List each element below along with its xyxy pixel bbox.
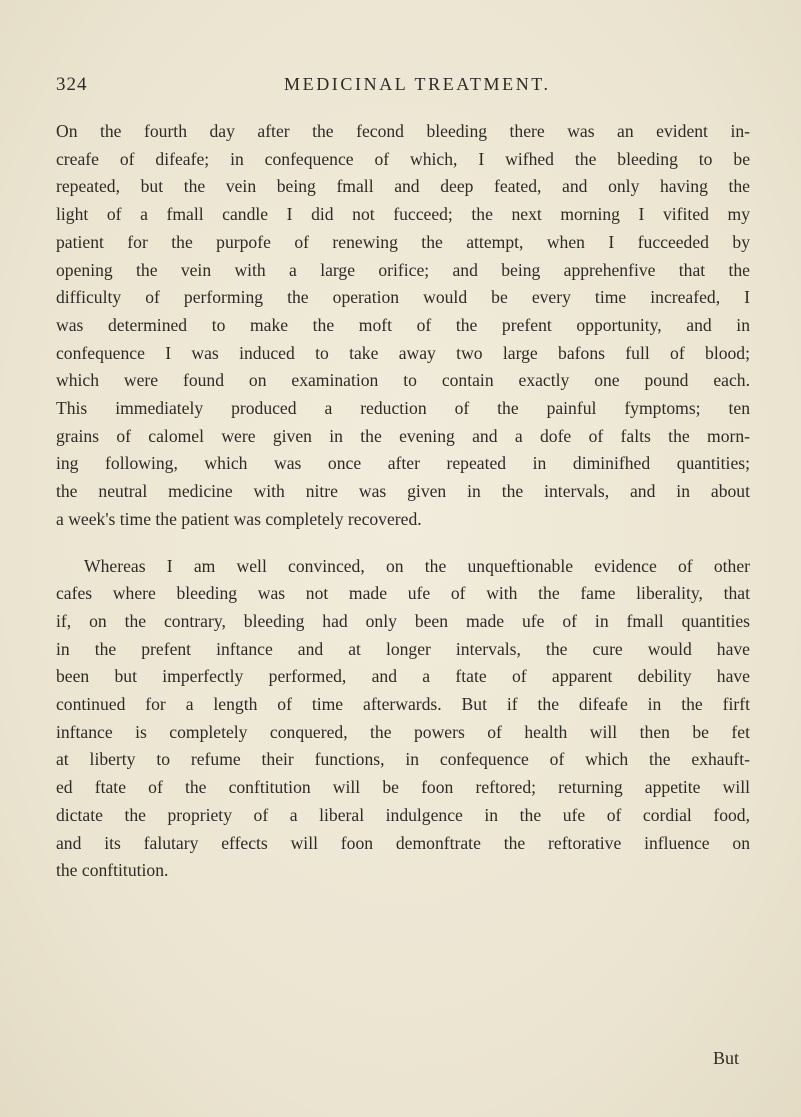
text-line: the neutral medicine with nitre was given in the intervals, and in about (56, 481, 750, 502)
text-line: which were found on examination to contain exactly one pound each. (56, 370, 750, 391)
text-line: patient for the purpofe of renewing the attempt, when I fucceeded by (56, 231, 750, 252)
text-line: grains of calomel were given in the evening and a dofe of falts the morn- (56, 425, 750, 446)
paragraph-2 (56, 553, 750, 885)
text-line: repeated, but the vein being fmall and deep feated, and only having the (56, 176, 750, 197)
text-line: in the prefent inftance and at longer intervals, the cure would have (56, 638, 750, 659)
text-line: opening the vein with a large orifice; and being apprehenfive that the (56, 259, 750, 280)
running-title: MEDICINAL TREATMENT. (284, 74, 551, 94)
text-line: inftance is completely conquered, the powers of health will then be fet (56, 721, 750, 742)
text-line: Whereas I am well convinced, on the unqueftionable evidence of other (84, 555, 750, 576)
text-line: and its falutary effects will foon demonftrate the reftorative influence on (56, 832, 750, 853)
text-line: at liberty to refume their functions, in confequence of which the exhauft- (56, 749, 750, 770)
text-line: cafes where bleeding was not made ufe of with the fame liberality, that (56, 583, 750, 604)
text-line: light of a fmall candle I did not fucceed; the next morning I vifited my (56, 204, 750, 225)
text-line: a week's time the patient was completely recovered. (56, 508, 422, 529)
page-number: 324 (56, 74, 88, 95)
text-line: continued for a length of time afterwards. But if the difeafe in the firft (56, 694, 750, 715)
text-line: creafe of difeafe; in confequence of which, I wifhed the bleeding to be (56, 148, 750, 169)
body-text (56, 118, 750, 885)
running-head (56, 70, 756, 106)
text-line: was determined to make the moft of the prefent opportunity, and in (56, 314, 750, 335)
text-line: On the fourth day after the fecond bleeding there was an evident in- (56, 121, 750, 141)
text-line: ed ftate of the conftitution will be foon reftored; returning appetite will (56, 777, 750, 798)
text-line: the conftitution. (56, 860, 169, 881)
text-line: confequence I was induced to take away two large bafons full of blood; (56, 342, 750, 363)
text-line: This immediately produced a reduction of the painful fymptoms; ten (56, 398, 750, 419)
text-line: dictate the propriety of a liberal indulgence in the ufe of cordial food, (56, 804, 750, 825)
text-line: ing following, which was once after repeated in diminifhed quantities; (56, 453, 750, 474)
text-line: been but imperfectly performed, and a ftate of apparent debility have (56, 666, 750, 687)
text-line: difficulty of performing the operation would be every time increafed, I (56, 287, 750, 308)
catchword: But (712, 1048, 739, 1068)
paragraph-1 (56, 118, 750, 534)
text-line: if, on the contrary, bleeding had only been made ufe of in fmall quantities (56, 610, 750, 631)
